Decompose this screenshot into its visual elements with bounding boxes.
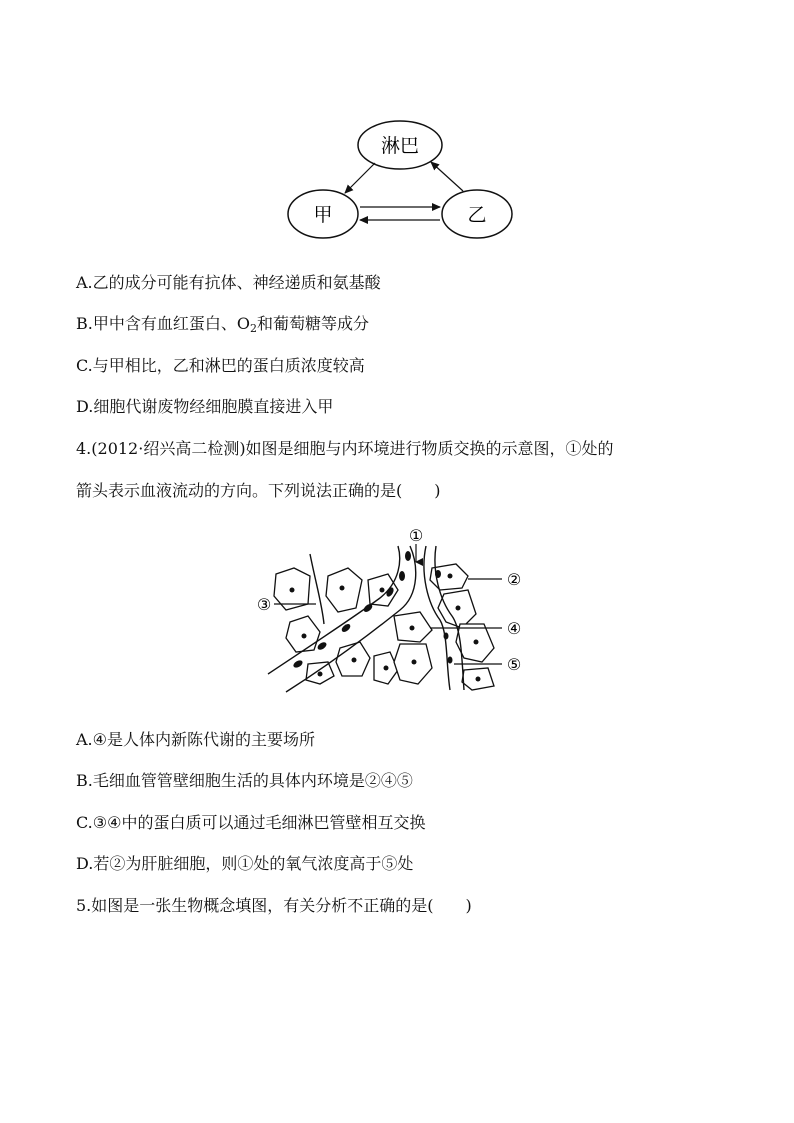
node-yi-label: 乙: [467, 204, 487, 226]
cell-nucleus: [318, 672, 323, 677]
q4-option-a: A.④是人体内新陈代谢的主要场所: [76, 730, 315, 749]
cell-nucleus: [412, 660, 417, 665]
q3-option-b-subscript: 2: [249, 322, 257, 335]
cell-nucleus: [474, 640, 479, 645]
fluid-exchange-diagram: [280, 118, 520, 244]
q3-option-d: D.细胞代谢废物经细胞膜直接进入甲: [76, 397, 334, 416]
cell-nucleus: [384, 666, 389, 671]
cell-nucleus: [380, 588, 385, 593]
cell-nucleus: [352, 658, 357, 663]
cell-nucleus: [410, 626, 415, 631]
label-5: ⑤: [506, 655, 522, 674]
q3-option-b: [76, 313, 369, 340]
q3-option-b-text-tail: 和葡萄糖等成分: [256, 314, 369, 333]
cell-nucleus: [456, 606, 461, 611]
tissue-cell: [326, 568, 362, 612]
q4-option-d: D.若②为肝脏细胞，则①处的氧气浓度高于⑤处: [76, 854, 414, 873]
cell-nucleus: [290, 588, 295, 593]
blood-cell: [444, 633, 449, 640]
q3-option-a: A.乙的成分可能有抗体、神经递质和氨基酸: [76, 273, 381, 292]
arrow-yi-to-lymph: [431, 162, 463, 191]
cell-nucleus: [448, 574, 453, 579]
label-3: ③: [256, 595, 272, 614]
q4-stem-line2: 箭头表示血液流动的方向。下列说法正确的是( ): [76, 481, 441, 500]
label-1: ①: [408, 526, 424, 545]
q3-option-b-text: B.甲中含有血红蛋白、O: [76, 314, 250, 333]
tissue-exchange-diagram: [250, 524, 540, 696]
cell-nucleus: [340, 586, 345, 591]
node-lymph-label: 淋巴: [380, 135, 420, 157]
label-4: ④: [506, 619, 522, 638]
blood-cell: [448, 657, 453, 664]
tissue-boundary: [310, 554, 324, 624]
node-jia-label: 甲: [313, 204, 333, 226]
label-2: ②: [506, 570, 522, 589]
blood-cell: [405, 551, 411, 561]
arrow-lymph-to-jia: [345, 163, 375, 193]
q4-option-c: C.③④中的蛋白质可以通过毛细淋巴管壁相互交换: [76, 813, 426, 832]
blood-cell: [399, 571, 405, 581]
blood-cell: [292, 659, 304, 669]
cell-nucleus: [302, 634, 307, 639]
blood-cell: [316, 641, 328, 652]
blood-cell: [435, 570, 441, 578]
q4-option-b: B.毛细血管管壁细胞生活的具体内环境是②④⑤: [76, 771, 413, 790]
q3-option-c: C.与甲相比，乙和淋巴的蛋白质浓度较高: [76, 356, 365, 375]
q4-stem-line1: 4.(2012·绍兴高二检测)如图是细胞与内环境进行物质交换的示意图，①处的: [76, 439, 614, 458]
cell-nucleus: [476, 677, 481, 682]
q5-stem: 5.如图是一张生物概念填图，有关分析不正确的是( ): [76, 896, 472, 915]
